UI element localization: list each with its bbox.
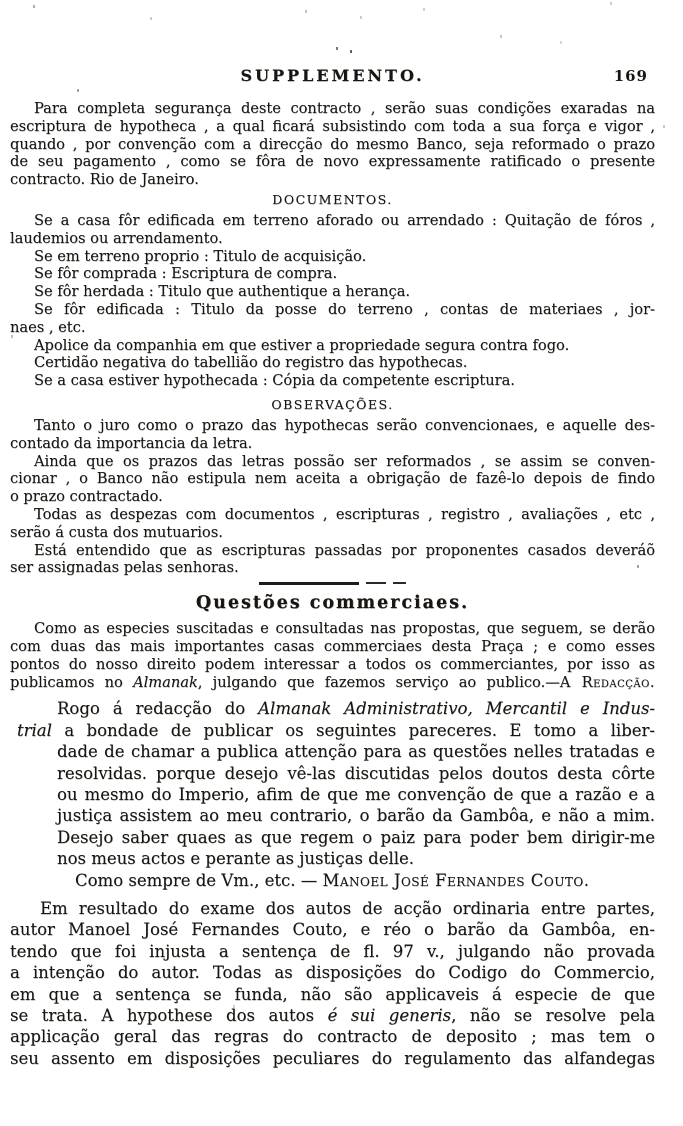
text-line: applicação geral das regras do contracto de deposito ; mas tem o bbox=[10, 1027, 655, 1047]
intro-text: publicamos no bbox=[10, 673, 134, 691]
almanak-title-italic: Almanak Administrativo, Mercantil e Indus- bbox=[258, 699, 655, 719]
section-questoes-intro bbox=[10, 620, 655, 691]
page-number: 169 bbox=[613, 67, 648, 85]
parecer-text: , não se resolve pela bbox=[451, 1006, 656, 1025]
section-divider bbox=[248, 581, 418, 585]
text-line: com duas das mais importantes casas commerciaes desta Praça ; e como esses bbox=[10, 637, 655, 655]
text-line: naes , etc. bbox=[10, 318, 86, 336]
text-line: Em resultado do exame dos autos de acção ordinaria entre partes, bbox=[40, 898, 655, 918]
text-line: Se a casa fôr edificada em terreno aforado ou arrendado : Quitação de fóros , bbox=[34, 211, 655, 229]
text-line: Desejo saber quaes as que regem o paiz para poder bem dirigir-me bbox=[57, 827, 655, 847]
text-line: Se fôr edificada : Titulo da posse do terreno , contas de materiaes , jor- bbox=[34, 300, 655, 318]
text-line: Se fôr comprada : Escriptura de compra. bbox=[34, 265, 338, 283]
section-heading-questoes-commerciaes: Questões commerciaes. bbox=[195, 593, 470, 614]
text-line bbox=[57, 698, 655, 719]
signature-line bbox=[57, 870, 655, 891]
text-line: serão á custa dos mutuarios. bbox=[10, 523, 223, 541]
section-letter-rogo bbox=[17, 698, 655, 891]
page-title: SUPPLEMENTO. bbox=[240, 66, 425, 85]
text-line: nos meus actos e perante as justiças delle. bbox=[57, 849, 415, 869]
text-line bbox=[10, 1005, 655, 1026]
text-line: Se fôr herdada : Titulo que authentique a herança. bbox=[34, 283, 411, 301]
section-contract bbox=[10, 100, 655, 189]
text-line: pontos do nosso direito podem interessar a todos os commerciantes, por isso as bbox=[10, 655, 655, 673]
text-line: Tanto o juro como o prazo das hypothecas serão convencionaes, e aquelle des- bbox=[34, 416, 655, 434]
text-line: Apolice da companhia em que estiver a propriedade segura contra fogo. bbox=[34, 336, 570, 354]
sui-generis-italic: é sui generis bbox=[327, 1006, 452, 1025]
text-line: contracto. Rio de Janeiro. bbox=[10, 171, 199, 189]
text-line: justiça assistem ao meu contrario, o barão da Gambôa, e não a mim. bbox=[57, 806, 655, 826]
text-line: o prazo contractado. bbox=[10, 488, 163, 506]
almanak-title-italic: trial bbox=[17, 720, 52, 740]
text-line: resolvidas. porque desejo vê-las discutidas pelos doutos desta côrte bbox=[57, 763, 655, 783]
text-line: escriptura de hypotheca , a qual ficará subsistindo com toda a sua força e vigor , bbox=[10, 117, 655, 135]
text-line bbox=[10, 674, 655, 692]
signature-text: Como sempre de Vm., etc. — bbox=[75, 870, 323, 890]
section-documentos bbox=[10, 212, 655, 390]
text-line: ser assignadas pelas senhoras. bbox=[10, 559, 239, 577]
page-header bbox=[10, 66, 655, 86]
text-line: Se a casa estiver hypothecada : Cópia da competente escriptura. bbox=[34, 372, 515, 390]
almanak-italic: Almanak bbox=[133, 673, 198, 691]
text-line: dade de chamar a publica attenção para as questões nelles tratadas e bbox=[57, 742, 655, 762]
text-line: Para completa segurança deste contracto , serão suas condições exaradas na bbox=[34, 100, 655, 117]
letter-text: a bondade de publicar os seguintes pareceres. E tomo a liber- bbox=[51, 720, 655, 740]
text-line: Certidão negativa do tabellião do registro das hypothecas. bbox=[34, 354, 468, 372]
parecer-text: se trata. A hypothese dos autos bbox=[10, 1006, 328, 1025]
intro-text: , julgando que fazemos serviço ao publico.— bbox=[197, 673, 560, 691]
text-line: autor Manoel José Fernandes Couto, e réo o barão da Gambôa, en- bbox=[10, 920, 655, 940]
text-line: Se em terreno proprio : Titulo de acquisição. bbox=[34, 247, 367, 265]
text-line: Ainda que os prazos das letras possão ser reformados , se assim se conven- bbox=[34, 452, 655, 470]
text-line: Como as especies suscitadas e consultadas nas propostas, que seguem, se derão bbox=[34, 620, 655, 638]
text-line: Todas as despezas com documentos , escripturas , registro , avaliações , etc , bbox=[34, 505, 655, 523]
text-line: laudemios ou arrendamento. bbox=[10, 229, 223, 247]
section-parecer-resultado bbox=[10, 898, 655, 1069]
text-line: em que a sentença se funda, não são applicaveis á especie de que bbox=[10, 984, 655, 1004]
signature-name-smallcaps: Manoel José Fernandes Couto. bbox=[322, 870, 590, 890]
section-heading-documentos: DOCUMENTOS. bbox=[272, 191, 393, 207]
divider-segment bbox=[366, 582, 386, 584]
text-line: de seu pagamento , como se fôra de novo expressamente ratificado o presente bbox=[10, 153, 655, 171]
section-observacoes bbox=[10, 417, 655, 577]
divider-segment bbox=[259, 582, 359, 585]
scan-noise bbox=[33, 5, 35, 8]
text-line bbox=[17, 720, 655, 741]
section-heading-observacoes: OBSERVAÇÕES. bbox=[271, 396, 394, 412]
text-line: tendo que foi injusta a sentença de fl. 97 v., julgando não provada bbox=[10, 941, 655, 961]
text-line: contado da importancia da letra. bbox=[10, 434, 253, 452]
text-line: cionar , o Banco não estipula nem aceita a obrigação de fazê-lo depois de findo bbox=[10, 470, 655, 488]
redaccao-smallcaps: A Redacção. bbox=[559, 673, 655, 691]
text-line: a intenção do autor. Todas as disposições do Codigo do Commercio, bbox=[10, 963, 655, 983]
divider-segment bbox=[393, 582, 406, 584]
text-line: seu assento em disposições peculiares do regulamento das alfandegas bbox=[10, 1048, 655, 1068]
text-line: quando , por convenção com a direcção do mesmo Banco, seja reformado o prazo bbox=[10, 135, 655, 153]
text-line: ou mesmo do Imperio, afim de que me convenção de que a razão e a bbox=[57, 784, 655, 804]
letter-text: Rogo á redacção do bbox=[57, 699, 259, 719]
text-line: Está entendido que as escripturas passadas por proponentes casados deveráõ bbox=[34, 541, 655, 559]
